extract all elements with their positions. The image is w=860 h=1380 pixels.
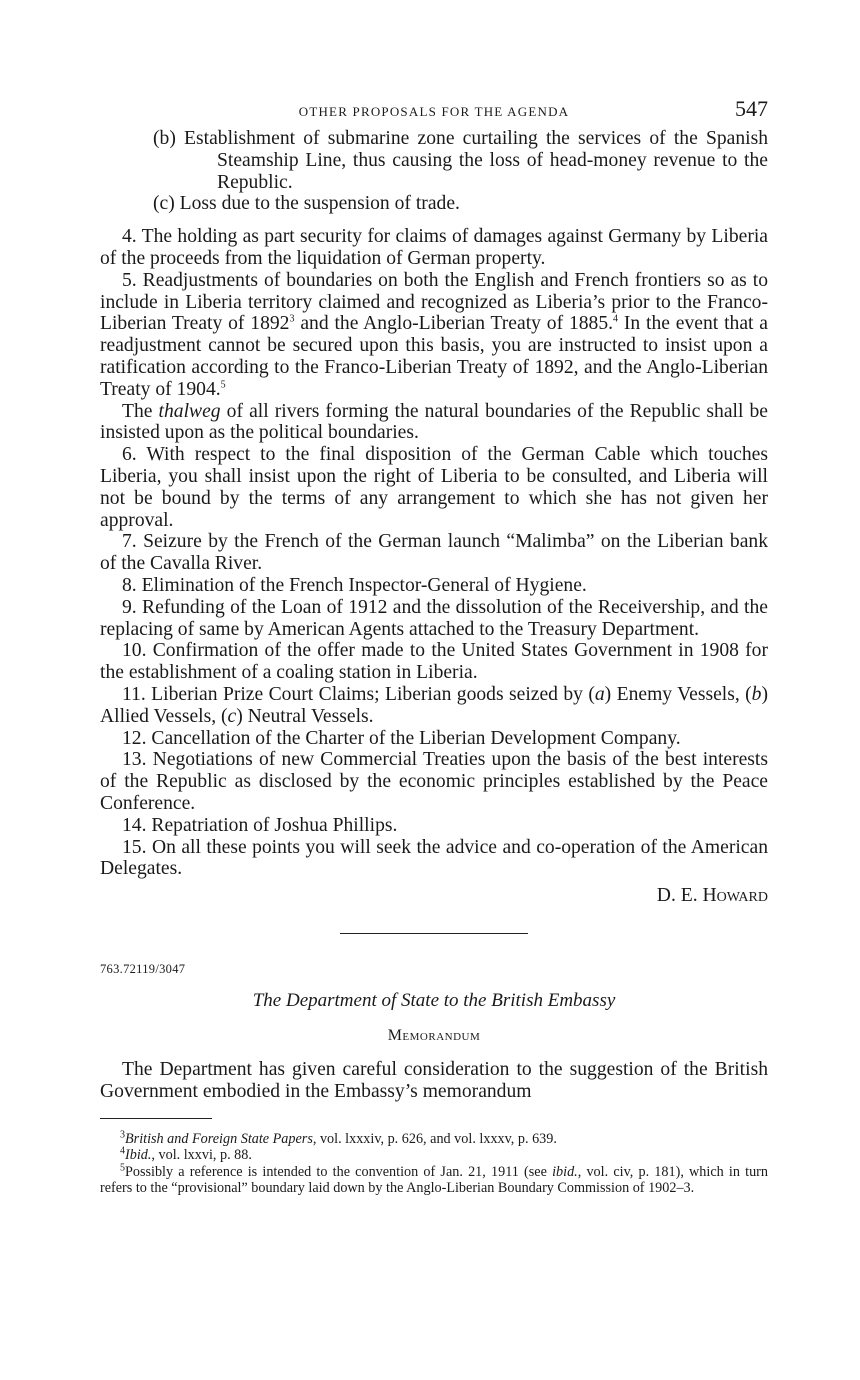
item-13: 13. Negotiations of new Commercial Treaties upon the basis of the best interests of the Republic as disclosed by the economic principles established by the Peace Conference. bbox=[100, 749, 768, 814]
footnotes bbox=[100, 1128, 769, 1197]
footnote-ref-3: 3 bbox=[289, 313, 295, 325]
item-11-text: ) Allied Vessels, ( bbox=[100, 683, 768, 727]
item-11-text: 11. Liberian Prize Court Claims; Liberian goods seized by ( bbox=[122, 683, 595, 705]
subitem-text: Loss due to the suspension of trade. bbox=[179, 193, 460, 215]
footnote-source: ibid. bbox=[552, 1163, 578, 1180]
memorandum-heading: Memorandum bbox=[387, 1027, 481, 1045]
item-5-text: 5. Readjustments of boundaries on both the English and French frontiers so as to include in Liberia territory claimed and recognized as Liberia’s prior to the Franco-Liberian Treaty of 1892 bbox=[100, 269, 768, 335]
item-12: 12. Cancellation of the Charter of the Liberian Development Company. bbox=[122, 727, 681, 749]
footnote-ref-5: 5 bbox=[220, 379, 226, 391]
page-number: 547 bbox=[735, 96, 768, 121]
footnote-divider bbox=[100, 1118, 212, 1119]
subitem-b bbox=[100, 128, 768, 193]
item-6: 6. With respect to the final disposition of the German Cable which touches Liberia, you shall insist upon the right of Liberia to be consulted, and Liberia will not be bound by the terms of any arrangement to which she has not given her approval. bbox=[100, 444, 768, 531]
item-8: 8. Elimination of the French Inspector-General of Hygiene. bbox=[122, 574, 587, 596]
item-9: 9. Refunding of the Loan of 1912 and the dissolution of the Receivership, and the replacing of same by American Agents attached to the Treasury Department. bbox=[100, 596, 768, 640]
footnote-number: 5 bbox=[120, 1161, 125, 1173]
footnote-ref-4: 4 bbox=[613, 313, 619, 325]
footnote-number: 4 bbox=[120, 1145, 125, 1157]
file-number: 763.72119/3047 bbox=[100, 962, 186, 977]
subitem-label: (b) bbox=[153, 128, 176, 149]
footnote-text: , vol. lxxxiv, p. 626, and vol. lxxxv, p. 639. bbox=[312, 1130, 557, 1147]
footnote-number: 3 bbox=[120, 1128, 125, 1140]
item-11-text: ) Neutral Vessels. bbox=[236, 705, 374, 727]
subitem-label: (c) bbox=[153, 193, 175, 215]
thalweg-post: of all rivers forming the natural boundaries of the Republic shall be insisted upon as the political boundaries. bbox=[100, 400, 768, 444]
running-head: OTHER PROPOSALS FOR THE AGENDA bbox=[298, 104, 570, 119]
item-5-text: and the Anglo-Liberian Treaty of 1885. bbox=[294, 313, 614, 335]
footnote-text: Possibly a reference is intended to the convention of Jan. 21, 1911 (see bbox=[125, 1163, 553, 1180]
item-4: 4. The holding as part security for claims of damages against Germany by Liberia of the proceeds from the liquidation of German property. bbox=[100, 226, 768, 269]
footnote-4 bbox=[100, 1147, 768, 1164]
footnote-source: Ibid. bbox=[125, 1147, 152, 1164]
section-divider bbox=[340, 933, 528, 934]
signature: D. E. Howard bbox=[656, 885, 768, 907]
memorandum-body: The Department has given careful consideration to the suggestion of the British Government embodied in the Embassy’s memorandum bbox=[100, 1059, 768, 1102]
footnote-5 bbox=[100, 1161, 769, 1197]
item-5 bbox=[100, 270, 768, 401]
page-header bbox=[100, 96, 768, 128]
thalweg-pre: The bbox=[122, 400, 159, 422]
item-14: 14. Repatriation of Joshua Phillips. bbox=[122, 814, 398, 836]
footnote-text: , vol. lxxvi, p. 88. bbox=[151, 1147, 252, 1164]
subitem-text: Establishment of submarine zone curtailing the services of the Spanish Steamship Line, thus causing the loss of head-money revenue to the Republic. bbox=[184, 128, 768, 193]
item-7: 7. Seizure by the French of the German launch “Malimba” on the Liberian bank of the Cavalla River. bbox=[100, 531, 768, 575]
item-11-letter: c bbox=[227, 705, 237, 727]
item-11-letter: b bbox=[751, 683, 762, 705]
document-title: The Department of State to the British Embassy bbox=[252, 990, 616, 1012]
footnote-3 bbox=[100, 1128, 768, 1148]
item-15: 15. On all these points you will seek the advice and co-operation of the American Delegates. bbox=[100, 836, 768, 880]
thalweg-term: thalweg bbox=[158, 400, 221, 422]
footnote-source: British and Foreign State Papers bbox=[125, 1130, 313, 1147]
document-page bbox=[100, 96, 768, 1197]
item-11 bbox=[100, 684, 768, 728]
item-5-text: In the event that a readjustment cannot be secured upon this basis, you are instructed to insist upon a ratification according to the Franco-Liberian Treaty of 1892, and the Anglo-Liberian Treaty of 1904. bbox=[100, 313, 768, 400]
item-11-letter: a bbox=[594, 683, 605, 705]
body-text bbox=[100, 128, 768, 880]
item-11-text: ) Enemy Vessels, ( bbox=[604, 683, 752, 705]
subitem-c bbox=[100, 193, 768, 215]
item-5-thalweg bbox=[100, 401, 768, 445]
footnote-text: , vol. civ, p. 181), which in turn refers to the “provisional” boundary laid down by the Anglo-Liberian Boundary Commission of 1902–3. bbox=[100, 1163, 769, 1197]
item-10: 10. Confirmation of the offer made to the United States Government in 1908 for the establishment of a coaling station in Liberia. bbox=[100, 640, 768, 684]
